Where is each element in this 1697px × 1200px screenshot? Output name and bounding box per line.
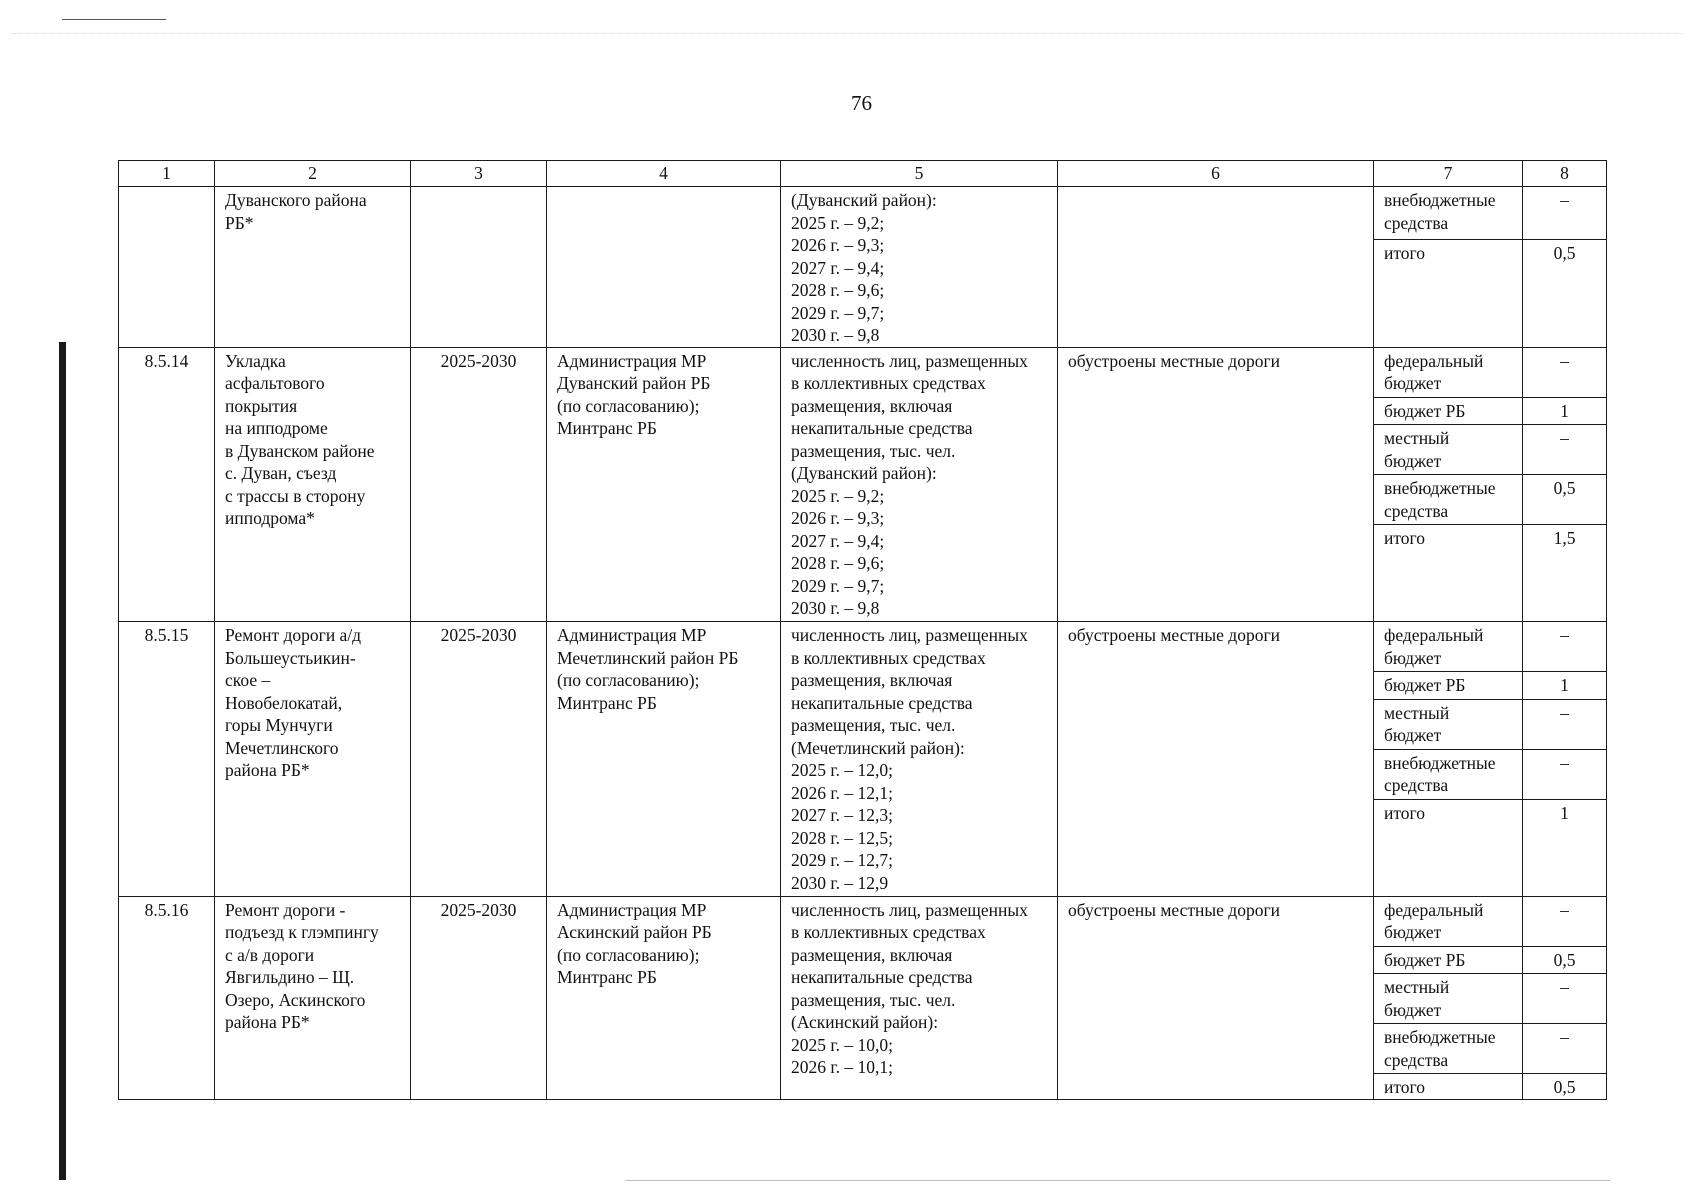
- indicator-line: 2029 г. – 12,7;: [791, 850, 893, 870]
- item-name-line: РБ*: [225, 212, 254, 233]
- indicator-line: некапитальные средства: [791, 967, 973, 987]
- funding-source-line: федеральный: [1384, 899, 1484, 920]
- executor-line: Администрация МР: [557, 625, 707, 645]
- funding-source-line: внебюджетные: [1384, 478, 1496, 498]
- indicator-line: 2026 г. – 9,3;: [791, 235, 885, 255]
- executor-line: Минтранс РБ: [557, 418, 657, 438]
- funding-amount: 0,5: [1523, 240, 1607, 347]
- indicator-line: размещения, включая: [791, 395, 953, 416]
- funding-source: [1374, 1024, 1523, 1074]
- item-name: [215, 622, 411, 897]
- item-name: [215, 896, 411, 1099]
- funding-source: [1374, 946, 1523, 974]
- indicator-line: размещения, тыс. чел.: [791, 440, 956, 461]
- funding-source-line: местный: [1384, 702, 1450, 723]
- item-name-line: Явгильдино – Щ.: [225, 967, 355, 987]
- indicator-line: в коллективных средствах: [791, 373, 986, 393]
- item-name-line: Мечетлинского: [225, 737, 339, 758]
- item-name-line: Укладка: [225, 350, 286, 371]
- funding-source-line: средства: [1384, 212, 1449, 233]
- funding-source-line: бюджет РБ: [1384, 949, 1466, 970]
- indicator-line: 2029 г. – 9,7;: [791, 575, 885, 596]
- item-result: обустроены местные дороги: [1058, 347, 1374, 622]
- funding-source: [1374, 699, 1523, 749]
- item-name-line: Дуванского района: [225, 190, 367, 210]
- header-cell: 3: [411, 161, 547, 187]
- header-cell: 5: [781, 161, 1058, 187]
- indicator-line: 2030 г. – 12,9: [791, 872, 889, 893]
- indicator-line: 2028 г. – 12,5;: [791, 827, 893, 848]
- header-cell: 6: [1058, 161, 1374, 187]
- funding-amount: –: [1523, 699, 1607, 749]
- funding-source-line: итого: [1384, 243, 1426, 264]
- indicator-line: размещения, тыс. чел.: [791, 715, 956, 735]
- item-result: обустроены местные дороги: [1058, 896, 1374, 1099]
- indicator-line: 2029 г. – 9,7;: [791, 302, 885, 323]
- item-name-line: покрытия: [225, 395, 298, 416]
- item-result: обустроены местные дороги: [1058, 622, 1374, 897]
- executor-line: Аскинский район РБ: [557, 922, 712, 942]
- scan-artifact-bottom-line: [625, 1180, 1610, 1181]
- funding-source-line: бюджет РБ: [1384, 675, 1466, 695]
- item-executor: [547, 622, 781, 897]
- item-name-line: Большеустьикин-: [225, 647, 356, 668]
- item-period: 2025-2030: [411, 622, 547, 897]
- funding-source: [1374, 974, 1523, 1024]
- page-number: 76: [851, 91, 872, 115]
- item-name-line: Ремонт дороги -: [225, 899, 346, 920]
- funding-amount: 1: [1523, 397, 1607, 425]
- indicator-line: 2030 г. – 9,8: [791, 325, 880, 345]
- funding-source: [1374, 799, 1523, 896]
- funding-source-line: бюджет РБ: [1384, 400, 1466, 421]
- header-row: [119, 161, 1607, 187]
- item-name-line: ипподрома*: [225, 508, 315, 528]
- executor-line: (по согласованию);: [557, 944, 700, 965]
- item-period: [411, 187, 547, 348]
- header-cell: 1: [119, 161, 215, 187]
- funding-source: [1374, 240, 1523, 347]
- item-name-line: асфальтового: [225, 373, 325, 393]
- item-number: 8.5.16: [119, 896, 215, 1099]
- header-cell: 4: [547, 161, 781, 187]
- item-name: [215, 347, 411, 622]
- funding-source: [1374, 187, 1523, 240]
- item-name-line: Новобелокатай,: [225, 692, 343, 713]
- executor-line: Минтранс РБ: [557, 692, 657, 713]
- executor-line: Минтранс РБ: [557, 967, 657, 987]
- indicator-line: 2027 г. – 9,4;: [791, 257, 885, 278]
- executor-line: Мечетлинский район РБ: [557, 647, 739, 668]
- funding-source: [1374, 672, 1523, 700]
- funding-source-line: итого: [1384, 802, 1426, 823]
- indicator-line: 2025 г. – 9,2;: [791, 212, 885, 233]
- funding-source-line: средства: [1384, 500, 1449, 521]
- indicator-line: некапитальные средства: [791, 692, 973, 713]
- indicator-line: размещения, тыс. чел.: [791, 989, 956, 1010]
- funding-source-line: итого: [1384, 1077, 1426, 1097]
- funding-source: [1374, 397, 1523, 425]
- funding-source-line: бюджет: [1384, 647, 1442, 668]
- funding-amount: –: [1523, 347, 1607, 397]
- indicator-line: 2026 г. – 9,3;: [791, 508, 885, 528]
- funding-amount: 0,5: [1523, 946, 1607, 974]
- executor-line: (по согласованию);: [557, 395, 700, 416]
- funding-source-line: местный: [1384, 977, 1450, 997]
- item-name-line: на ипподроме: [225, 418, 328, 438]
- item-name-line: района РБ*: [225, 760, 310, 780]
- indicator-line: (Мечетлинский район):: [791, 737, 965, 758]
- funding-source: [1374, 1074, 1523, 1100]
- executor-line: Дуванский район РБ: [557, 373, 711, 393]
- funding-source-line: федеральный: [1384, 350, 1484, 371]
- funding-amount: –: [1523, 622, 1607, 672]
- indicator-line: размещения, включая: [791, 670, 953, 690]
- funding-amount: 1,5: [1523, 525, 1607, 622]
- measures-table: [118, 160, 1607, 1100]
- indicator-line: 2025 г. – 10,0;: [791, 1034, 893, 1055]
- item-result: [1058, 187, 1374, 348]
- funding-amount: –: [1523, 896, 1607, 946]
- indicator-line: в коллективных средствах: [791, 922, 986, 942]
- item-name-line: с трассы в сторону: [225, 485, 366, 506]
- indicator-line: 2028 г. – 9,6;: [791, 553, 885, 573]
- funding-source-line: средства: [1384, 775, 1449, 795]
- funding-source-line: внебюджетные: [1384, 190, 1496, 210]
- funding-source: [1374, 425, 1523, 475]
- funding-source: [1374, 749, 1523, 799]
- funding-source-line: внебюджетные: [1384, 1027, 1496, 1047]
- indicator-line: численность лиц, размещенных: [791, 899, 1028, 920]
- table-row: [119, 622, 1607, 672]
- funding-source-line: бюджет: [1384, 922, 1442, 942]
- table-row: [119, 187, 1607, 240]
- indicator-line: 2026 г. – 10,1;: [791, 1057, 893, 1077]
- funding-amount: –: [1523, 425, 1607, 475]
- indicator-line: 2027 г. – 9,4;: [791, 530, 885, 551]
- item-name-line: подъезд к глэмпингу: [225, 922, 379, 942]
- funding-amount: –: [1523, 974, 1607, 1024]
- indicator-line: 2027 г. – 12,3;: [791, 805, 893, 825]
- item-indicator: [781, 896, 1058, 1099]
- funding-amount: 1: [1523, 672, 1607, 700]
- item-number: 8.5.14: [119, 347, 215, 622]
- item-name-line: с а/в дороги: [225, 944, 315, 965]
- table-row: [119, 896, 1607, 946]
- funding-amount: 0,5: [1523, 475, 1607, 525]
- header-cell: 2: [215, 161, 411, 187]
- item-executor: [547, 347, 781, 622]
- item-name-line: с. Дуван, съезд: [225, 463, 337, 483]
- indicator-line: в коллективных средствах: [791, 647, 986, 668]
- indicator-line: (Дуванский район):: [791, 190, 937, 210]
- executor-line: Администрация МР: [557, 350, 707, 371]
- funding-source-line: бюджет: [1384, 725, 1442, 745]
- table-row: [119, 347, 1607, 397]
- scan-artifact-top-line: [62, 19, 166, 20]
- funding-amount: –: [1523, 187, 1607, 240]
- item-executor: [547, 187, 781, 348]
- indicator-line: 2030 г. – 9,8: [791, 598, 880, 618]
- item-indicator: [781, 347, 1058, 622]
- indicator-line: размещения, включая: [791, 944, 953, 965]
- indicator-line: 2026 г. – 12,1;: [791, 782, 893, 803]
- item-executor: [547, 896, 781, 1099]
- indicator-line: (Аскинский район):: [791, 1012, 939, 1032]
- item-number: [119, 187, 215, 348]
- item-name-line: в Дуванском районе: [225, 440, 375, 461]
- item-name-line: района РБ*: [225, 1012, 310, 1032]
- funding-source-line: бюджет: [1384, 999, 1442, 1020]
- item-period: 2025-2030: [411, 347, 547, 622]
- funding-amount: –: [1523, 749, 1607, 799]
- funding-source-line: бюджет: [1384, 373, 1442, 393]
- item-period: 2025-2030: [411, 896, 547, 1099]
- funding-amount: 0,5: [1523, 1074, 1607, 1100]
- indicator-line: 2025 г. – 12,0;: [791, 760, 893, 780]
- header-cell: 7: [1374, 161, 1523, 187]
- executor-line: Администрация МР: [557, 899, 707, 920]
- item-name-line: Озеро, Аскинского: [225, 989, 366, 1010]
- funding-source-line: федеральный: [1384, 625, 1484, 645]
- indicator-line: численность лиц, размещенных: [791, 625, 1028, 645]
- scan-artifact-left-bar: [59, 342, 66, 1180]
- funding-amount: 1: [1523, 799, 1607, 896]
- funding-source: [1374, 475, 1523, 525]
- funding-source-line: бюджет: [1384, 450, 1442, 471]
- item-indicator: [781, 622, 1058, 897]
- funding-source: [1374, 347, 1523, 397]
- funding-source: [1374, 896, 1523, 946]
- funding-source-line: средства: [1384, 1049, 1449, 1070]
- item-number: 8.5.15: [119, 622, 215, 897]
- funding-source: [1374, 622, 1523, 672]
- header-cell: 8: [1523, 161, 1607, 187]
- item-name-line: Ремонт дороги а/д: [225, 625, 362, 645]
- funding-amount: –: [1523, 1024, 1607, 1074]
- indicator-line: численность лиц, размещенных: [791, 350, 1028, 371]
- indicator-line: 2028 г. – 9,6;: [791, 280, 885, 300]
- indicator-line: 2025 г. – 9,2;: [791, 485, 885, 506]
- funding-source-line: внебюджетные: [1384, 752, 1496, 773]
- funding-source-line: итого: [1384, 528, 1426, 548]
- scan-artifact-dotted-line: [12, 33, 1682, 34]
- executor-line: (по согласованию);: [557, 670, 700, 690]
- item-name-line: горы Мунчуги: [225, 715, 333, 735]
- indicator-line: (Дуванский район):: [791, 463, 937, 483]
- item-name-line: ское –: [225, 670, 271, 690]
- funding-source: [1374, 525, 1523, 622]
- item-indicator: [781, 187, 1058, 348]
- funding-source-line: местный: [1384, 428, 1450, 448]
- item-name: [215, 187, 411, 348]
- indicator-line: некапитальные средства: [791, 418, 973, 438]
